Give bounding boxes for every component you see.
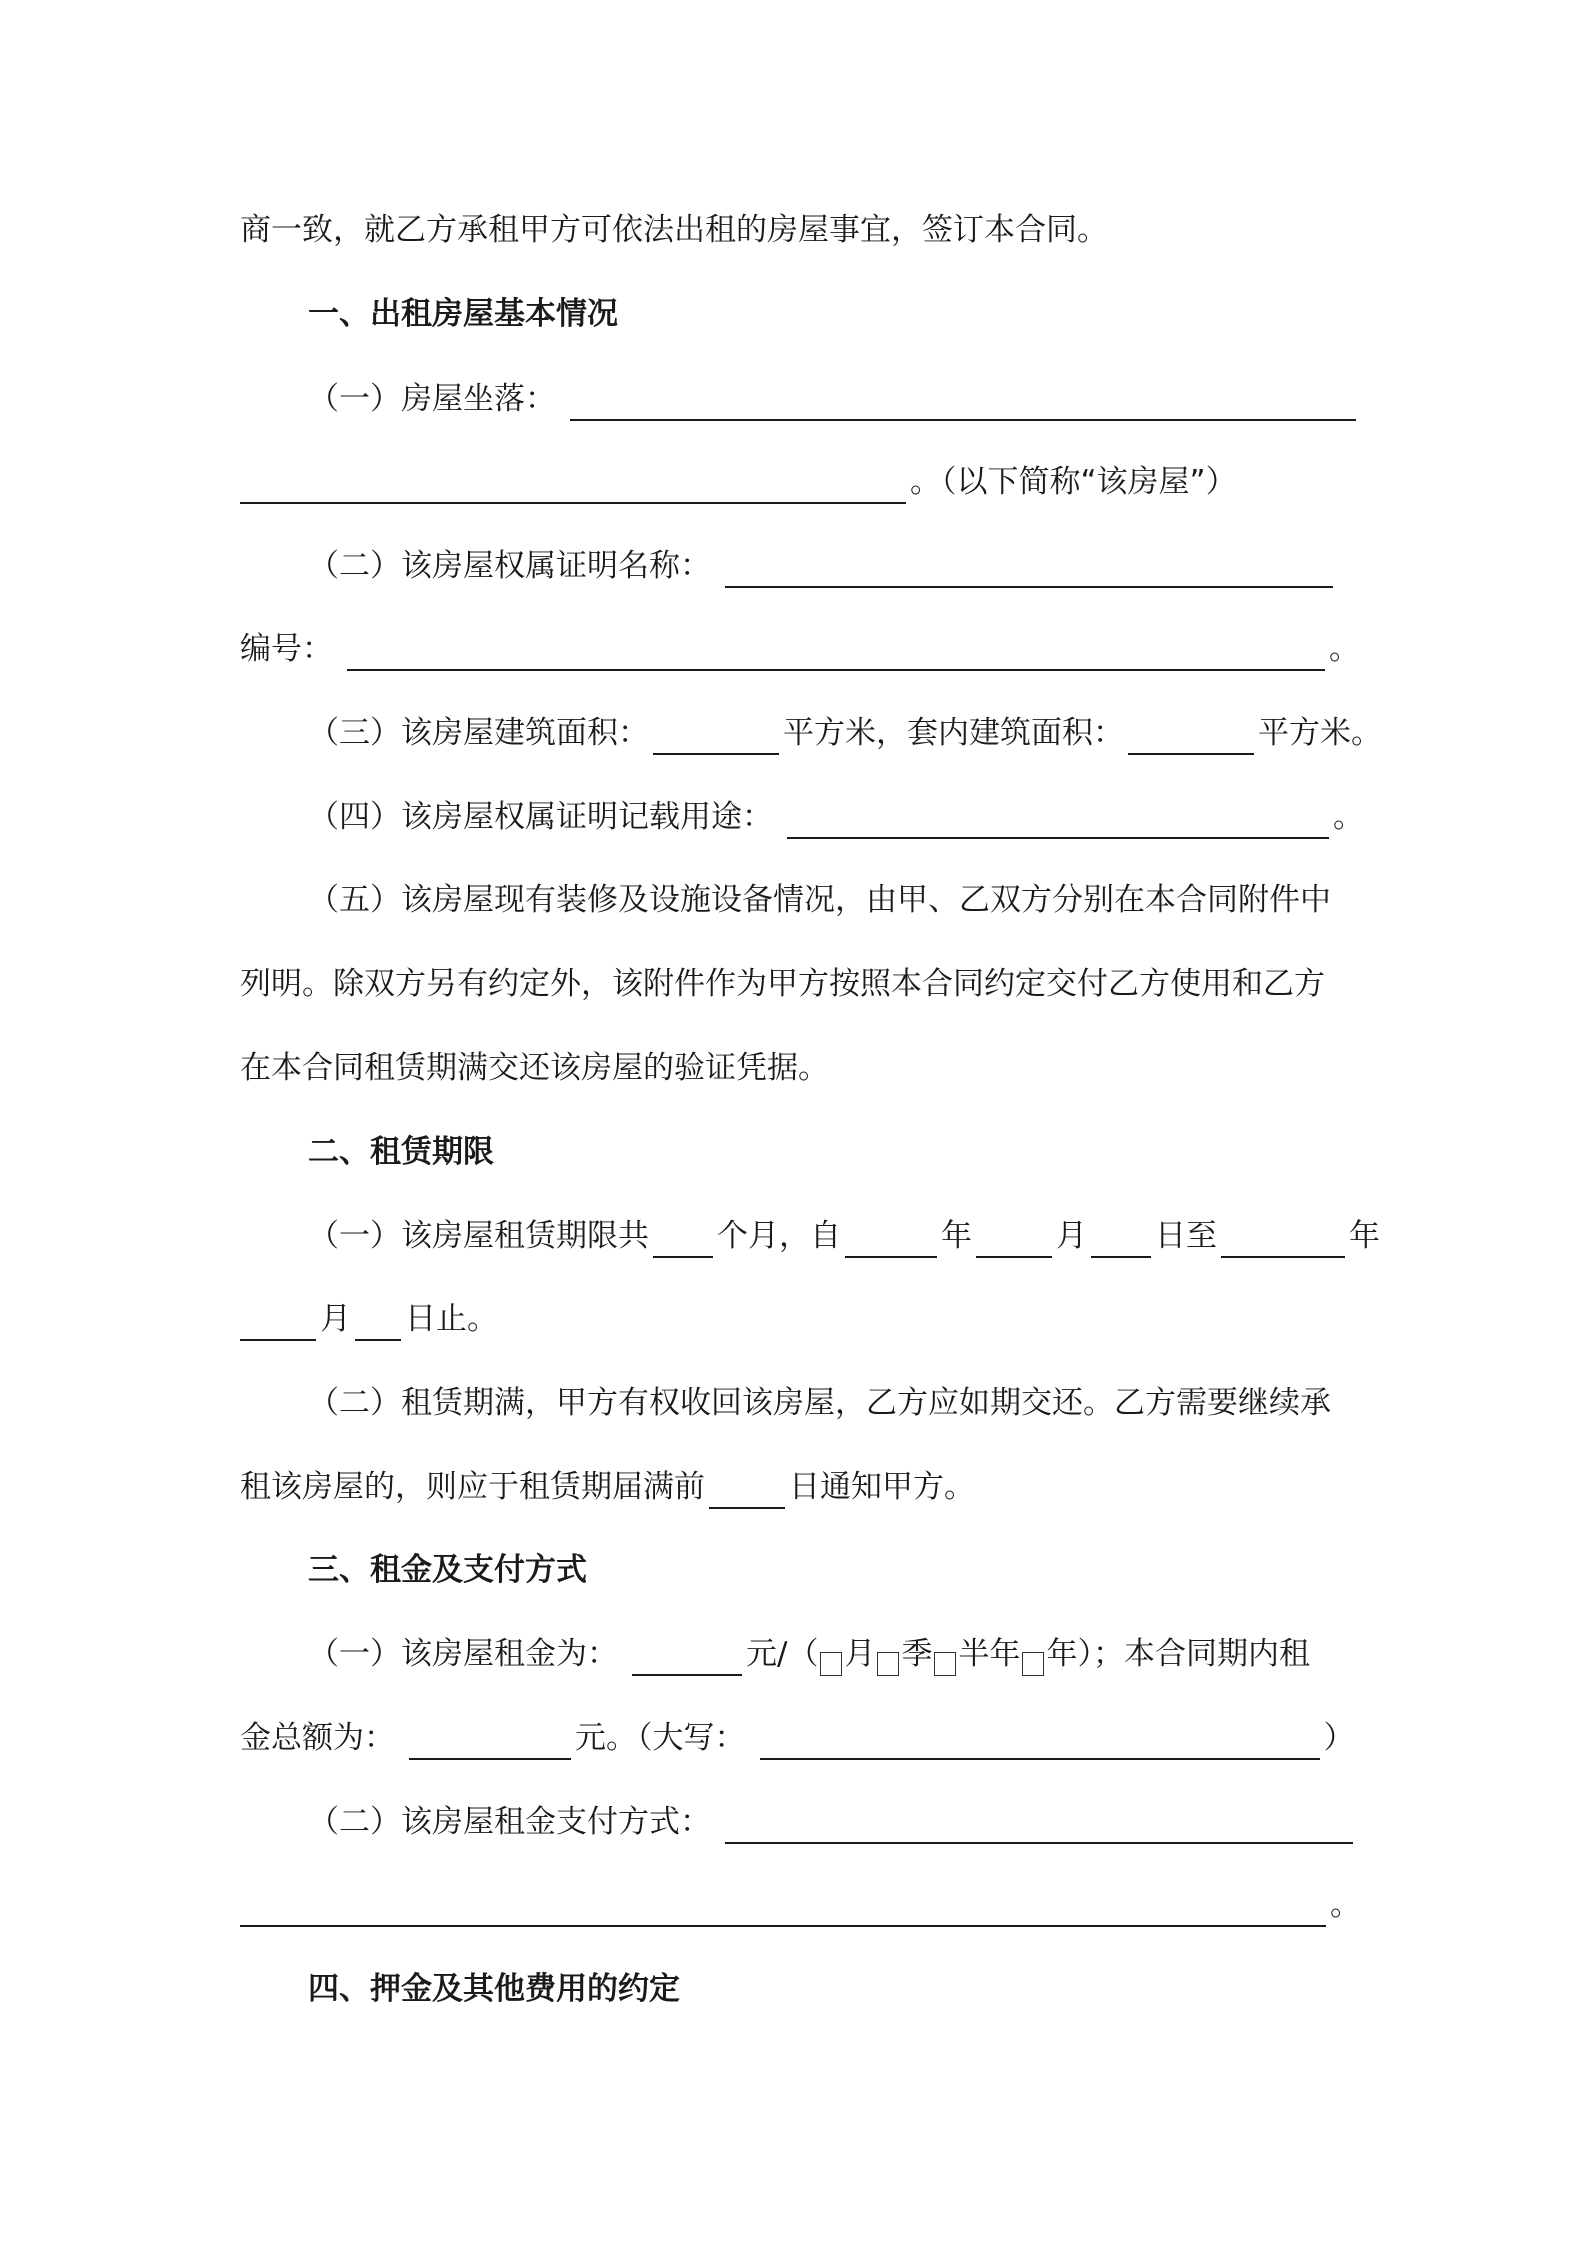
s3-item1-line2: 金总额为： 元。（大写： ） [240, 1716, 1355, 1760]
end-day-blank[interactable] [355, 1309, 401, 1341]
cert-number-blank[interactable] [347, 639, 1325, 671]
s3-item1-line1: （一）该房屋租金为： 元/（ 月 季 半年 年 ）；本合同期内租 [308, 1632, 1310, 1676]
year-checkbox[interactable] [1022, 1652, 1044, 1676]
building-area-blank[interactable] [653, 723, 779, 755]
section-4-heading: 四、押金及其他费用的约定 [308, 1971, 680, 2007]
usage-blank[interactable] [787, 807, 1329, 839]
rent-amount-blank[interactable] [632, 1644, 742, 1676]
location-blank-2[interactable] [240, 472, 906, 504]
s1-item1-line2: 。（以下简称“该房屋”） [240, 460, 1237, 504]
end-year-blank[interactable] [1221, 1226, 1345, 1258]
intro-line: 商一致，就乙方承租甲方可依法出租的房屋事宜，签订本合同。 [240, 212, 1108, 248]
season-checkbox[interactable] [877, 1652, 899, 1676]
s3-item2-line1: （二）该房屋租金支付方式： [308, 1800, 1357, 1844]
s1-item2-number-line: 编号： 。 [240, 627, 1360, 671]
payment-method-blank[interactable] [725, 1812, 1353, 1844]
s2-item2-line2: 租该房屋的，则应于租赁期届满前 日通知甲方。 [240, 1465, 975, 1509]
start-day-blank[interactable] [1091, 1226, 1151, 1258]
payment-method-blank-2[interactable] [240, 1895, 1326, 1927]
s1-item5-line3: 在本合同租赁期满交还该房屋的验证凭据。 [240, 1050, 829, 1086]
s2-item1-line2: 月 日止。 [240, 1297, 498, 1341]
month-checkbox[interactable] [820, 1652, 842, 1676]
s1-item2-line: （二）该房屋权属证明名称： [308, 544, 1337, 588]
section-3-heading: 三、租金及支付方式 [308, 1552, 587, 1588]
total-rent-words-blank[interactable] [760, 1728, 1320, 1760]
s1-item4-line: （四）该房屋权属证明记载用途： 。 [308, 795, 1364, 839]
location-blank[interactable] [570, 389, 1356, 421]
ownership-cert-name-blank[interactable] [725, 556, 1333, 588]
s1-item5-line1: （五）该房屋现有装修及设施设备情况，由甲、乙双方分别在本合同附件中 [308, 882, 1331, 918]
start-year-blank[interactable] [845, 1226, 937, 1258]
section-1-heading: 一、出租房屋基本情况 [308, 296, 618, 332]
start-month-blank[interactable] [976, 1226, 1052, 1258]
lease-months-blank[interactable] [653, 1226, 713, 1258]
s1-item1-line: （一）房屋坐落： [308, 377, 1360, 421]
half-year-checkbox[interactable] [934, 1652, 956, 1676]
end-month-blank[interactable] [240, 1309, 316, 1341]
s2-item1-line1: （一）该房屋租赁期限共 个月，自 年 月 日至 年 [308, 1214, 1380, 1258]
s1-item5-line2: 列明。除双方另有约定外，该附件作为甲方按照本合同约定交付乙方使用和乙方 [240, 966, 1325, 1002]
s2-item2-line1: （二）租赁期满，甲方有权收回该房屋，乙方应如期交还。乙方需要继续承 [308, 1385, 1331, 1421]
section-2-heading: 二、租赁期限 [308, 1134, 494, 1170]
s3-item2-line2: 。 [240, 1883, 1361, 1927]
s1-item3-line: （三）该房屋建筑面积： 平方米，套内建筑面积： 平方米。 [308, 711, 1382, 755]
total-rent-blank[interactable] [409, 1728, 571, 1760]
notice-days-blank[interactable] [709, 1477, 785, 1509]
inner-area-blank[interactable] [1128, 723, 1254, 755]
